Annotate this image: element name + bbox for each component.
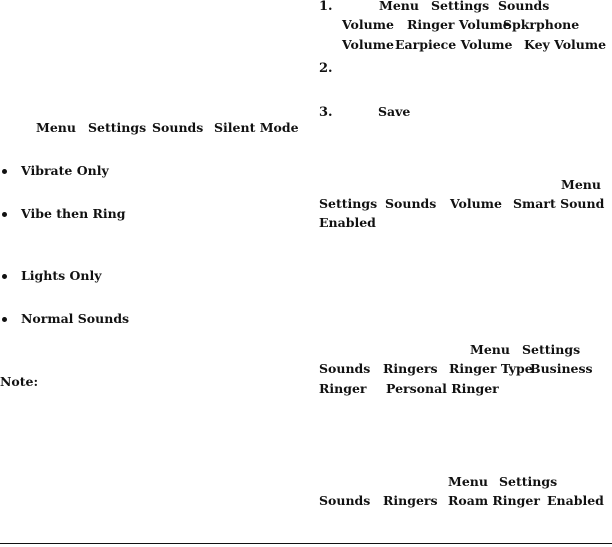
smart-sound-menu: Menu — [561, 177, 601, 192]
step1-spkrphone: Spkrphone — [503, 17, 580, 32]
roam-ringer-label: Roam Ringer — [448, 493, 540, 508]
step3-save: Save — [378, 104, 411, 119]
bullet-icon — [2, 274, 7, 279]
smart-sound-enabled: Enabled — [319, 215, 376, 230]
step1-menu: Menu — [379, 0, 419, 13]
step1-settings: Settings — [431, 0, 490, 13]
roam-settings: Settings — [499, 474, 558, 489]
smart-sound-label: Smart Sound — [513, 196, 605, 211]
note-label: Note: — [0, 374, 39, 389]
step1-earpiece-volume: Earpiece Volume — [395, 37, 513, 52]
step-3-number: 3. — [319, 105, 333, 120]
silent-path-sounds: Sounds — [152, 120, 204, 135]
option-vibrate-only: Vibrate Only — [21, 163, 109, 178]
roam-ringers: Ringers — [383, 493, 438, 508]
smart-sound-volume: Volume — [450, 196, 502, 211]
footer-divider — [0, 543, 612, 544]
step1-volume-2: Volume — [342, 37, 394, 52]
silent-path-menu: Menu — [36, 120, 76, 135]
roam-sounds: Sounds — [319, 493, 371, 508]
step1-volume: Volume — [342, 17, 394, 32]
option-vibe-then-ring: Vibe then Ring — [21, 206, 126, 221]
roam-menu: Menu — [448, 474, 488, 489]
step1-ringer-volume: Ringer Volume — [407, 17, 511, 32]
smart-sound-sounds: Sounds — [385, 196, 437, 211]
business-ringer-type: Ringer Type — [449, 361, 533, 376]
bullet-icon — [2, 212, 7, 217]
business-sounds: Sounds — [319, 361, 371, 376]
option-normal-sounds: Normal Sounds — [21, 311, 130, 326]
step1-sounds: Sounds — [498, 0, 550, 13]
option-lights-only: Lights Only — [21, 268, 102, 283]
business-label: Business — [530, 361, 593, 376]
step1-key-volume: Key Volume — [524, 37, 607, 52]
bullet-icon — [2, 317, 7, 322]
silent-path-silent-mode: Silent Mode — [214, 120, 299, 135]
bullet-icon — [2, 169, 7, 174]
smart-sound-settings: Settings — [319, 196, 378, 211]
business-settings: Settings — [522, 342, 581, 357]
business-ringer: Ringer — [319, 381, 367, 396]
business-personal-ringer: Personal Ringer — [386, 381, 499, 396]
step-1-number: 1. — [319, 0, 333, 14]
silent-path-settings: Settings — [88, 120, 147, 135]
step-2-number: 2. — [319, 61, 333, 76]
business-ringers: Ringers — [383, 361, 438, 376]
roam-enabled: Enabled — [547, 493, 604, 508]
business-menu: Menu — [470, 342, 510, 357]
